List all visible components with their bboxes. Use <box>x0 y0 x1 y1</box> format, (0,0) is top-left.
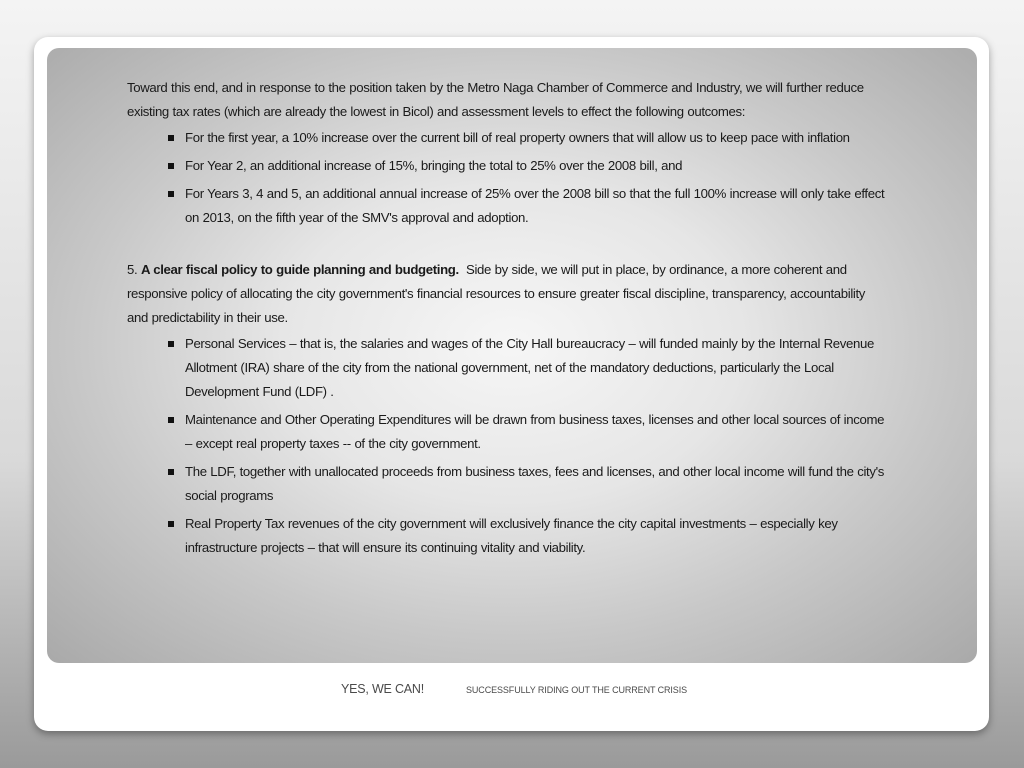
list-item: For Year 2, an additional increase of 15%, bringing the total to 25% over the 2008 bill, and <box>185 154 887 178</box>
section-number: 5. <box>127 262 138 277</box>
slide-body <box>127 76 887 564</box>
section-5-paragraph <box>127 258 887 330</box>
paragraph-spacer <box>127 234 887 258</box>
list-item: For Years 3, 4 and 5, an additional annual increase of 25% over the 2008 bill so that the full 100% increase will only take effect on 2013, on the fifth year of the SMV's approval and adoption. <box>185 182 887 230</box>
content-panel <box>47 48 977 663</box>
intro-paragraph: Toward this end, and in response to the position taken by the Metro Naga Chamber of Commerce and Industry, we will further reduce existing tax rates (which are already the lowest in Bicol) and assessment levels to effect the following outcomes: <box>127 80 864 119</box>
list-item: The LDF, together with unallocated proceeds from business taxes, fees and licenses, and other local income will fund the city's social programs <box>185 460 887 508</box>
list-item: Maintenance and Other Operating Expenditures will be drawn from business taxes, licenses and other local sources of income – except real property taxes -- of the city government. <box>185 408 887 456</box>
list-item: Personal Services – that is, the salaries and wages of the City Hall bureaucracy – will funded mainly by the Internal Revenue Allotment (IRA) share of the city from the national government, net of the mandatory deductions, particularly the Local Development Fund (LDF) . <box>185 332 887 404</box>
slide-footer <box>34 682 989 702</box>
section-heading: A clear fiscal policy to guide planning and budgeting. <box>140 262 459 277</box>
slide-frame <box>34 37 989 731</box>
section-body: Side by side, we will put in place, by ordinance, a more coherent and responsive policy of allocating the city government's financial resources to ensure greater fiscal discipline, transparency, accountability and predictability in their use. <box>127 262 866 325</box>
list-item: Real Property Tax revenues of the city government will exclusively finance the city capital investments – especially key infrastructure projects – that will ensure its continuing vitality and viability. <box>185 512 887 560</box>
footer-subtitle: SUCCESSFULLY RIDING OUT THE CURRENT CRISIS <box>466 685 688 695</box>
policies-list <box>127 332 887 560</box>
footer-title: YES, WE CAN! <box>341 682 425 696</box>
list-item: For the first year, a 10% increase over the current bill of real property owners that will allow us to keep pace with inflation <box>185 126 887 150</box>
outcomes-list <box>127 126 887 230</box>
